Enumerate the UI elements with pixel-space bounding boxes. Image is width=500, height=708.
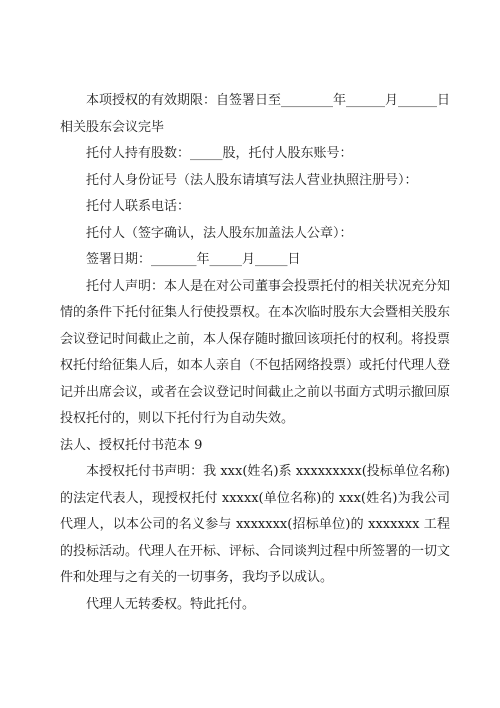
- document-page: [60, 88, 450, 618]
- sign-date-line: 签署日期：_______年_____月_____日: [86, 252, 301, 267]
- authorization-statement-paragraph: 本授权托付书声明：我 xxx(姓名)系 xxxxxxxxx(投标单位名称)的法定代表人，现授权托付 xxxxx(单位名称)的 xxx(姓名)为我公司代理人，以本公司的名义参与 xxxxxxx(招标单位)的 xxxxxxx 工程的投标活动。代理人在开标、评标、合同谈判过程中所签署的一切文件和处理与之有关的一切事务，我均予以成认。: [60, 464, 451, 585]
- section-heading: 法人、授权托付书范本 9: [60, 437, 203, 453]
- declaration-paragraph: 托付人声明：本人是在对公司董事会投票托付的相关状况充分知情的条件下托付征集人行使投票权。在本次临时股东大会暨相关股东会议登记时间截止之前，本人保存随时撤回该项托付的权利。将投票权托付给征集人后，如本人亲自（不包括网络投票）或托付代理人登记并出席会议，或者在会议登记时间截止之前以书面方式明示撤回原投权托付的，则以下托付行为自动失效。: [60, 278, 451, 426]
- phone-line: 托付人联系电话：: [86, 199, 191, 214]
- closing-line: 代理人无转委权。特此托付。: [86, 596, 256, 612]
- shares-account-line: 托付人持有股数：_____股，托付人股东账号：: [86, 146, 353, 161]
- id-number-line: 托付人身份证号（法人股东请填写法人营业执照注册号）：: [86, 172, 418, 188]
- signature-line: 托付人（签字确认，法人股东加盖法人公章）：: [86, 225, 353, 241]
- validity-period-paragraph: 本项授权的有效期限：自签署日至________年______月______日相关股东会议完毕: [60, 93, 451, 135]
